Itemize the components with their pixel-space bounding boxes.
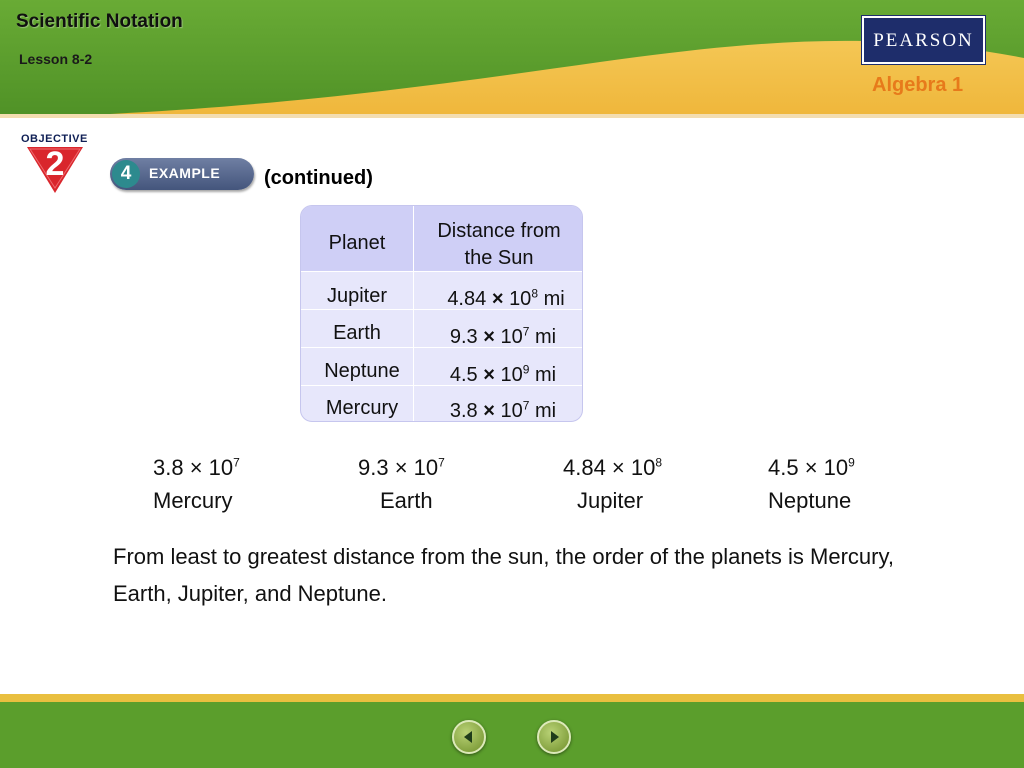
ordered-planet: Neptune bbox=[768, 488, 852, 513]
table-header-distance-line2: the Sun bbox=[464, 247, 534, 269]
ordered-value: $9.3 \times 10^7$ bbox=[358, 455, 445, 480]
table-cell-planet: Earth bbox=[333, 322, 381, 344]
ordered-planet: Jupiter bbox=[577, 488, 644, 513]
header-banner bbox=[0, 0, 1024, 118]
page-title: Scientific Notation bbox=[16, 11, 183, 32]
objective-label: OBJECTIVE bbox=[21, 133, 88, 145]
lesson-label: Lesson 8-2 bbox=[19, 51, 93, 67]
example-number: 4 bbox=[112, 160, 140, 188]
example-badge bbox=[110, 158, 254, 190]
table-header-planet: Planet bbox=[328, 232, 386, 254]
planet-distance-table bbox=[300, 205, 583, 422]
pearson-logo bbox=[862, 16, 985, 64]
table-cell-distance: $4.84 \times 10^8$ mi bbox=[447, 286, 565, 310]
ordered-planet: Earth bbox=[380, 488, 433, 513]
footer-stripe bbox=[0, 694, 1024, 702]
table-cell-distance: $9.3 \times 10^7$ mi bbox=[449, 324, 557, 348]
objective-number: 2 bbox=[45, 145, 65, 183]
next-slide-button[interactable] bbox=[537, 720, 571, 754]
ordered-value: $4.84 \times 10^8$ bbox=[563, 455, 663, 480]
footer-band bbox=[0, 702, 1024, 768]
table-cell-planet: Jupiter bbox=[326, 285, 388, 307]
chevron-left-icon bbox=[461, 729, 477, 745]
ordered-value: $3.8 \times 10^7$ bbox=[153, 455, 240, 480]
table-cell-planet: Neptune bbox=[324, 360, 400, 382]
ordered-value: $4.5 \times 10^9$ bbox=[768, 455, 855, 480]
conclusion-text: From least to greatest distance from the sun, the order of the planets is Mercury, Earth, Jupiter, and Neptune. bbox=[113, 544, 894, 606]
table-header-distance bbox=[414, 218, 583, 272]
example-label: EXAMPLE bbox=[149, 165, 221, 181]
chevron-right-icon bbox=[546, 729, 562, 745]
footer-bar bbox=[0, 694, 1024, 768]
table-cell-distance: $3.8 \times 10^7$ mi bbox=[449, 398, 557, 422]
previous-slide-button[interactable] bbox=[452, 720, 486, 754]
table-header-distance-line1: Distance from bbox=[437, 220, 561, 242]
course-label: Algebra 1 bbox=[872, 74, 964, 96]
ordered-planet: Mercury bbox=[153, 488, 233, 513]
table-cell-distance: $4.5 \times 10^9$ mi bbox=[449, 362, 557, 386]
table-cell-planet: Mercury bbox=[325, 397, 399, 419]
continued-label: (continued) bbox=[264, 167, 373, 189]
publisher-name: PEARSON bbox=[873, 30, 974, 51]
